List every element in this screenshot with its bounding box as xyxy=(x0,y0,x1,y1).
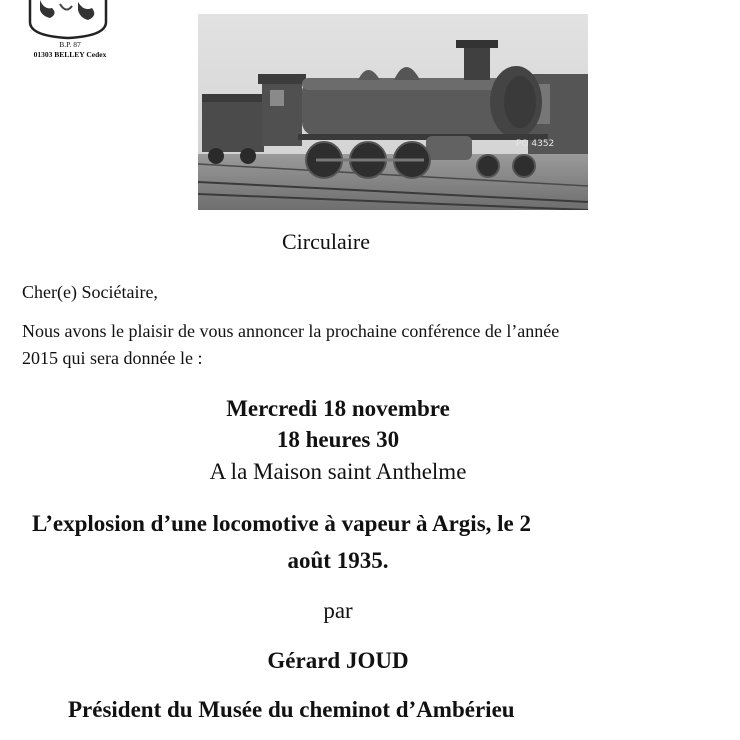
by-label: par xyxy=(323,598,353,623)
topic-line-2: août 1935. xyxy=(287,548,389,573)
society-logo xyxy=(22,0,114,40)
topic-line-1: L’explosion d’une locomotive à vapeur à Argis, le 2 xyxy=(32,511,531,536)
speaker-name: Gérard JOUD xyxy=(267,648,409,673)
locomotive-number: PO 4352 xyxy=(516,139,555,149)
intro-line-2: 2015 qui sera donnée le : xyxy=(22,348,203,368)
event-place: A la Maison saint Anthelme xyxy=(209,459,467,484)
document-title: Circulaire xyxy=(282,229,370,254)
greeting: Cher(e) Sociétaire, xyxy=(22,282,158,302)
letterhead-address xyxy=(20,40,120,60)
speaker-role: Président du Musée du cheminot d’Ambérieu xyxy=(68,697,515,722)
event-time: 18 heures 30 xyxy=(276,427,400,452)
event-date: Mercredi 18 novembre xyxy=(226,396,450,421)
postal-city: 01303 BELLEY Cedex xyxy=(33,50,107,59)
intro-line-1: Nous avons le plaisir de vous annoncer la prochaine conférence de l’année xyxy=(22,321,560,341)
postal-box: B.P. 87 xyxy=(59,40,81,49)
locomotive-photo xyxy=(198,14,588,210)
